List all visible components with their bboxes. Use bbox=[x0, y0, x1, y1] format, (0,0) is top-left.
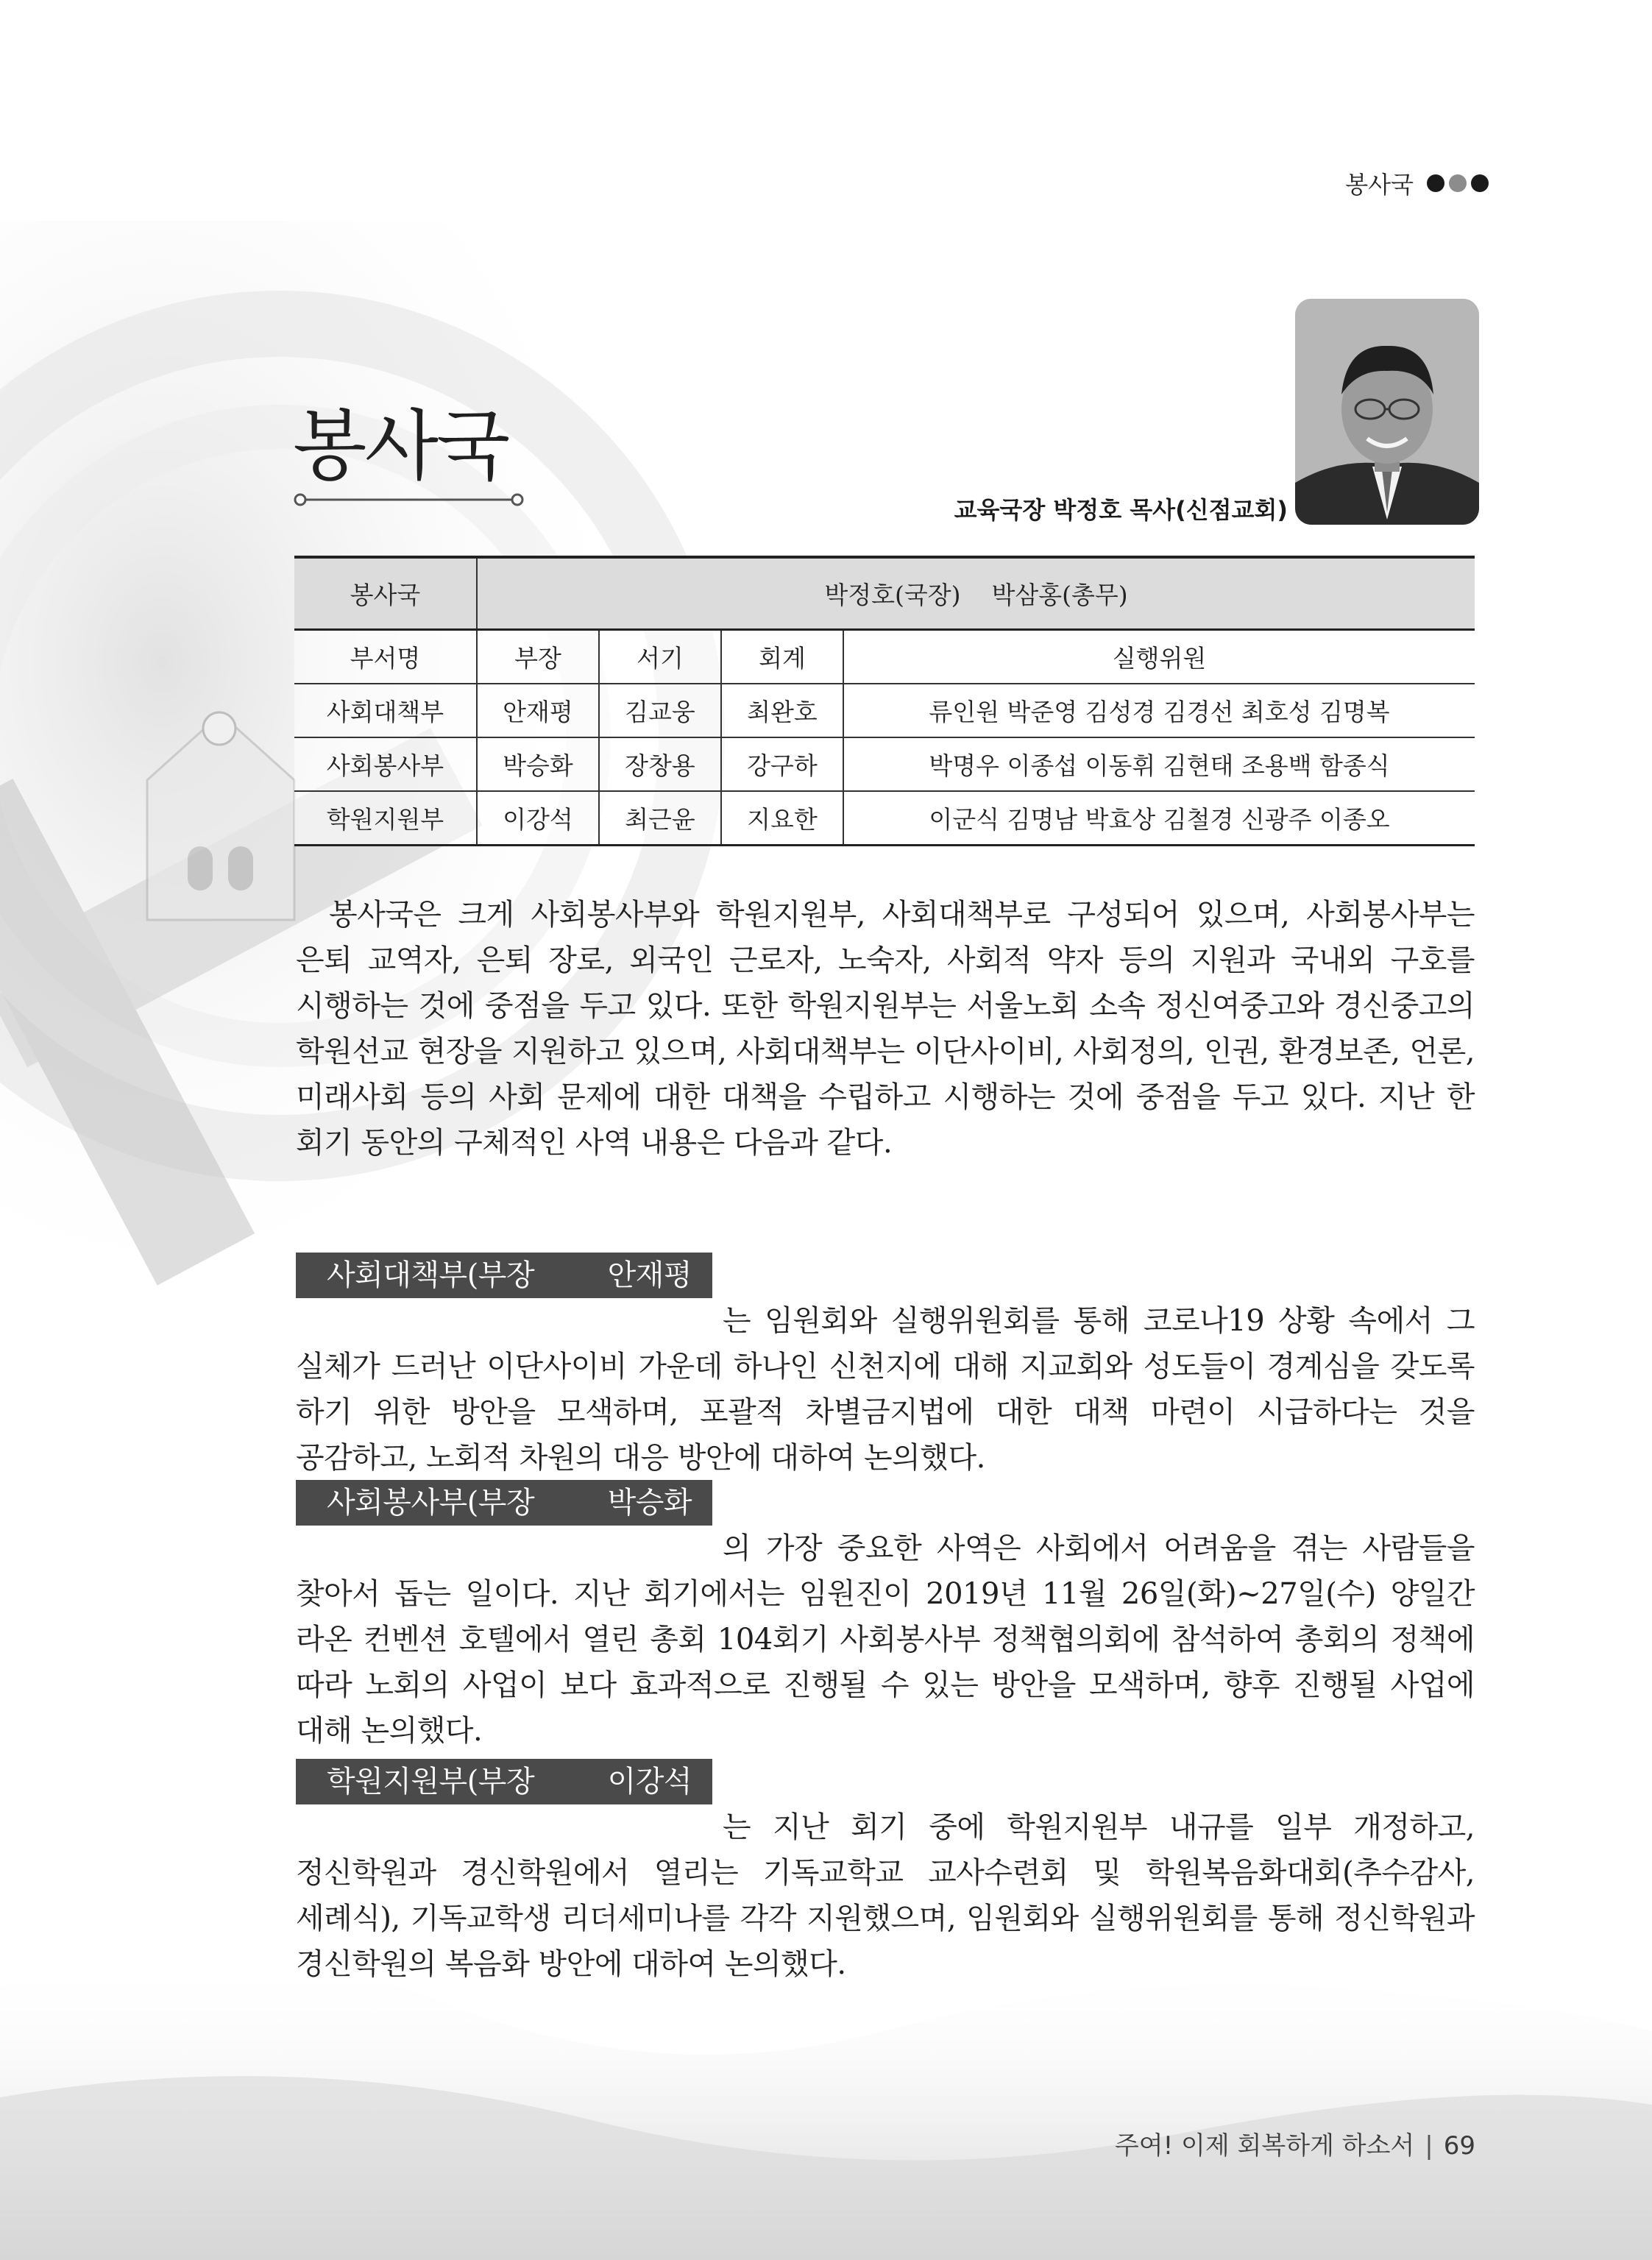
table-cell: 최완호 bbox=[721, 684, 843, 737]
column-header: 회계 bbox=[721, 630, 843, 684]
footer-book-title: 주여! 이제 회복하게 하소서 bbox=[1114, 2131, 1415, 2161]
footer-separator: | bbox=[1425, 2131, 1433, 2161]
table-cell: 박명우 이종섭 이동휘 김현태 조용백 함종식 bbox=[843, 737, 1475, 791]
header-section-label: 봉사국 bbox=[1345, 171, 1414, 199]
table-cell: 최근윤 bbox=[599, 791, 721, 846]
director-portrait bbox=[1295, 299, 1479, 525]
column-header: 서기 bbox=[599, 630, 721, 684]
table-header-row bbox=[294, 557, 1475, 630]
table-cell: 김교웅 bbox=[599, 684, 721, 737]
section-tag: 사회봉사부(부장 박승화 장로) bbox=[296, 1480, 712, 1526]
section-text: 는 지난 회기 중에 학원지원부 내규를 일부 개정하고, 정신학원과 경신학원에서 열리는 기독교학교 교사수련회 및 학원복음화대회(추수감사, 세례식), 기독교학생 리더세미나를 각각 지원했으며, 임원회와 실행위원회를 통해 정신학원과 경신학원의 복음화 방안에 대하여 논의했다. bbox=[296, 1810, 1475, 1981]
section-social-service bbox=[296, 1480, 1475, 1754]
section-paragraph bbox=[296, 1480, 1475, 1754]
dot-icon bbox=[1449, 174, 1467, 192]
org-officers-cell: 박정호(국장) 박삼홍(총무) bbox=[477, 557, 1475, 630]
organization-table bbox=[294, 556, 1475, 846]
table-cell: 사회대책부 bbox=[294, 684, 477, 737]
running-header bbox=[1345, 166, 1489, 200]
table-row bbox=[294, 737, 1475, 791]
table-cell: 이군식 김명남 박효상 김철경 신광주 이종오 bbox=[843, 791, 1475, 846]
table-cell: 지요한 bbox=[721, 791, 843, 846]
table-cell: 류인원 박준영 김성경 김경선 최호성 김명복 bbox=[843, 684, 1475, 737]
section-tag: 학원지원부(부장 이강석 목사) bbox=[296, 1759, 712, 1804]
table-cell: 이강석 bbox=[477, 791, 599, 846]
dot-icon bbox=[1427, 174, 1444, 192]
header-dots bbox=[1427, 174, 1489, 192]
table-cell: 사회봉사부 bbox=[294, 737, 477, 791]
table-cell: 장창용 bbox=[599, 737, 721, 791]
intro-block bbox=[296, 892, 1475, 1166]
section-text: 는 임원회와 실행위원회를 통해 코로나19 상황 속에서 그 실체가 드러난 이단사이비 가운데 하나인 신천지에 대해 지교회와 성도들이 경계심을 갖도록 하기 위한 방안을 모색하며, 포괄적 차별금지법에 대한 대책 마련이 시급하다는 것을 공감하고, 노회적 차원의 대응 방안에 대하여 논의했다. bbox=[296, 1304, 1475, 1475]
page-footer bbox=[1115, 2125, 1475, 2161]
column-header: 부장 bbox=[477, 630, 599, 684]
org-name-cell: 봉사국 bbox=[294, 557, 477, 630]
column-header: 실행위원 bbox=[843, 630, 1475, 684]
table-cell: 박승화 bbox=[477, 737, 599, 791]
column-header: 부서명 bbox=[294, 630, 477, 684]
table-row bbox=[294, 791, 1475, 846]
director-caption: 교육국장 박정호 목사(신점교회) bbox=[954, 496, 1288, 524]
page-title: 봉사국 bbox=[293, 401, 508, 491]
intro-paragraph: 봉사국은 크게 사회봉사부와 학원지원부, 사회대책부로 구성되어 있으며, 사회봉사부는 은퇴 교역자, 은퇴 장로, 외국인 근로자, 노숙자, 사회적 약자 등의 지원과 국내외 구호를 시행하는 것에 중점을 두고 있다. 또한 학원지원부는 서울노회 소속 정신여중고와 경신중고의 학원선교 현장을 지원하고 있으며, 사회대책부는 이단사이비, 사회정의, 인권, 환경보존, 언론, 미래사회 등의 사회 문제에 대한 대책을 수립하고 시행하는 것에 중점을 두고 있다. 지난 한 회기 동안의 구체적인 사역 내용은 다음과 같다. bbox=[296, 898, 1475, 1160]
table-cell: 안재평 bbox=[477, 684, 599, 737]
page-number: 69 bbox=[1443, 2131, 1475, 2161]
title-underline-ornament bbox=[293, 492, 525, 508]
section-paragraph bbox=[296, 1253, 1475, 1481]
section-social-policy bbox=[296, 1253, 1475, 1481]
table-column-row bbox=[294, 630, 1475, 684]
section-school-support bbox=[296, 1759, 1475, 1987]
table-cell: 강구하 bbox=[721, 737, 843, 791]
section-tag: 사회대책부(부장 안재평 목사) bbox=[296, 1253, 712, 1298]
section-paragraph bbox=[296, 1759, 1475, 1987]
dot-icon bbox=[1471, 174, 1489, 192]
table-cell: 학원지원부 bbox=[294, 791, 477, 846]
section-text: 의 가장 중요한 사역은 사회에서 어려움을 겪는 사람들을 찾아서 돕는 일이다. 지난 회기에서는 임원진이 2019년 11월 26일(화)~27일(수) 양일간 라온 컨벤션 호텔에서 열린 총회 104회기 사회봉사부 정책협의회에 참석하여 총회의 정책에 따라 노회의 사업이 보다 효과적으로 진행될 수 있는 방안을 모색하며, 향후 진행될 사업에 대해 논의했다. bbox=[296, 1531, 1475, 1748]
table-row bbox=[294, 684, 1475, 737]
